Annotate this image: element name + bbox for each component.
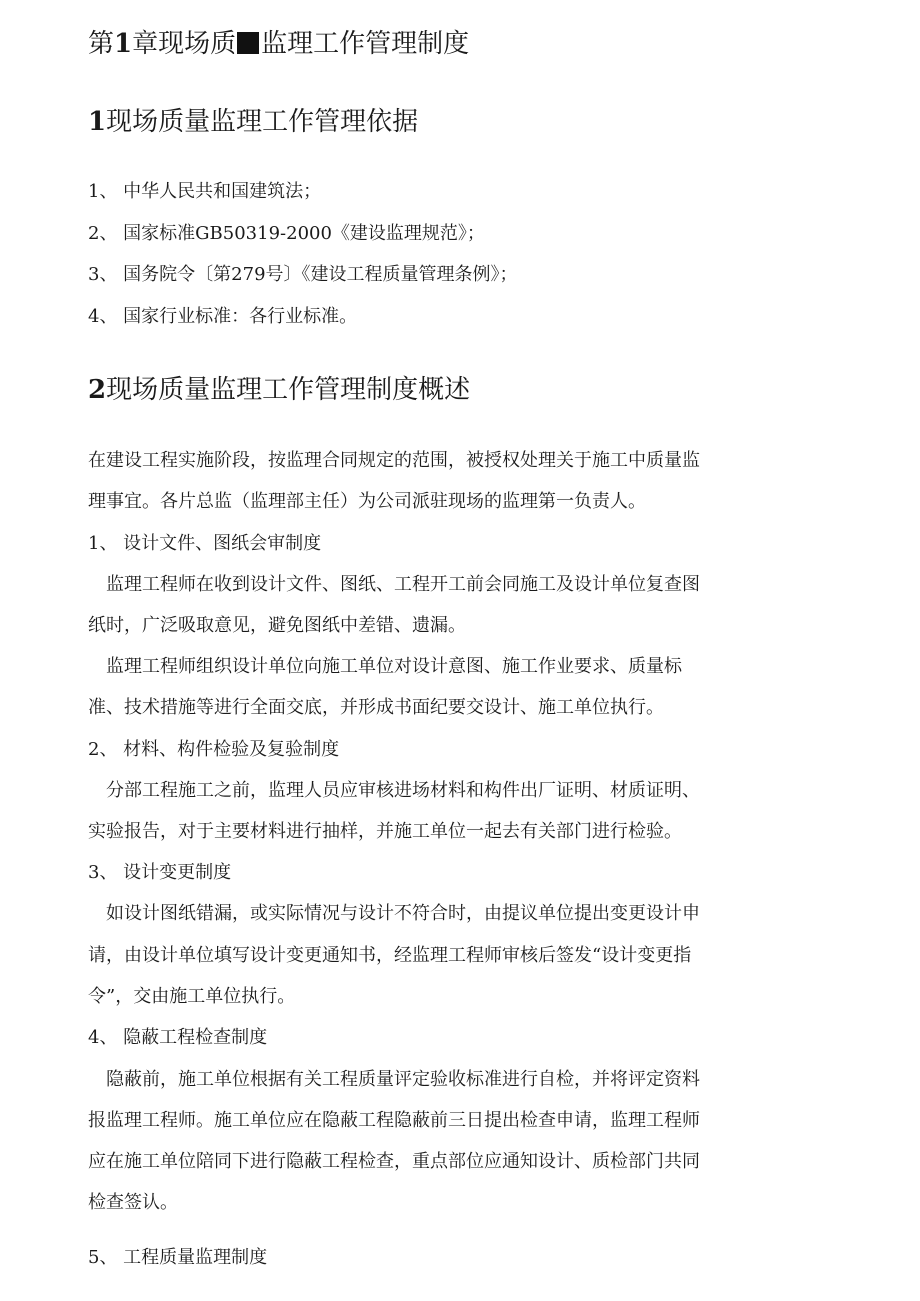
subheading-design-change: 3、 设计变更制度: [88, 862, 232, 883]
chapter-title-text-b: 监理工作管理制度: [261, 29, 470, 59]
paragraph-line: 实验报告，对于主要材料进行抽样，并施工单位一起去有关部门进行检验。: [88, 821, 682, 842]
subheading-design-review: 1、 设计文件、图纸会审制度: [88, 533, 322, 554]
chapter-number: 1: [114, 29, 133, 59]
subheading-concealed-works: 4、 隐蔽工程检查制度: [88, 1027, 268, 1048]
paragraph-line: 报监理工程师。施工单位应在隐蔽工程隐蔽前三日提出检查申请，监理工程师: [88, 1110, 700, 1131]
paragraph-line: 应在施工单位陪同下进行隐蔽工程检查，重点部位应通知设计、质检部门共同: [88, 1151, 700, 1172]
paragraph-line: 如设计图纸错漏，或实际情况与设计不符合时，由提议单位提出变更设计申: [106, 903, 700, 924]
section-1-title-text: 现场质量监理工作管理依据: [106, 107, 419, 137]
redacted-glyph-box: [237, 32, 259, 54]
basis-item-1: 1、 中华人民共和国建筑法；: [88, 181, 322, 202]
subheading-material-inspection: 2、 材料、构件检验及复验制度: [88, 739, 340, 760]
paragraph-line: 检查签认。: [88, 1192, 178, 1213]
section-1-title: [88, 104, 418, 140]
paragraph-line: 监理工程师组织设计单位向施工单位对设计意图、施工作业要求、质量标: [106, 656, 682, 677]
section-2-title: [88, 372, 470, 408]
basis-item-4: 4、 国家行业标准：各行业标准。: [88, 306, 358, 327]
basis-item-2: 2、 国家标准GB50319-2000《建设监理规范》；: [88, 223, 485, 244]
subheading-quality-supervision: 5、 工程质量监理制度: [88, 1247, 268, 1268]
section-2-title-text: 现场质量监理工作管理制度概述: [106, 375, 471, 405]
paragraph-line: 在建设工程实施阶段，按监理合同规定的范围，被授权处理关于施工中质量监: [88, 450, 700, 471]
chapter-title: [88, 26, 469, 62]
paragraph-line: 令”，交由施工单位执行。: [88, 986, 296, 1007]
paragraph-line: 请，由设计单位填写设计变更通知书，经监理工程师审核后签发“设计变更指: [88, 945, 692, 966]
paragraph-line: 隐蔽前，施工单位根据有关工程质量评定验收标准进行自检，并将评定资料: [106, 1069, 700, 1090]
paragraph-line: 分部工程施工之前，监理人员应审核进场材料和构件出厂证明、材质证明、: [106, 780, 700, 801]
basis-item-3: 3、 国务院令〔第279号〕《建设工程质量管理条例》；: [88, 264, 518, 285]
paragraph-line: 监理工程师在收到设计文件、图纸、工程开工前会同施工及设计单位复查图: [106, 574, 700, 595]
paragraph-line: 准、技术措施等进行全面交底，并形成书面纪要交设计、施工单位执行。: [88, 697, 664, 718]
chapter-prefix: 第: [88, 29, 115, 59]
section-2-number: 2: [88, 375, 107, 405]
paragraph-line: 纸时，广泛吸取意见，避免图纸中差错、遗漏。: [88, 615, 466, 636]
chapter-title-text-a: 章现场质: [132, 29, 237, 59]
section-1-number: 1: [88, 107, 107, 137]
paragraph-line: 理事宜。各片总监（监理部主任）为公司派驻现场的监理第一负责人。: [88, 491, 646, 512]
